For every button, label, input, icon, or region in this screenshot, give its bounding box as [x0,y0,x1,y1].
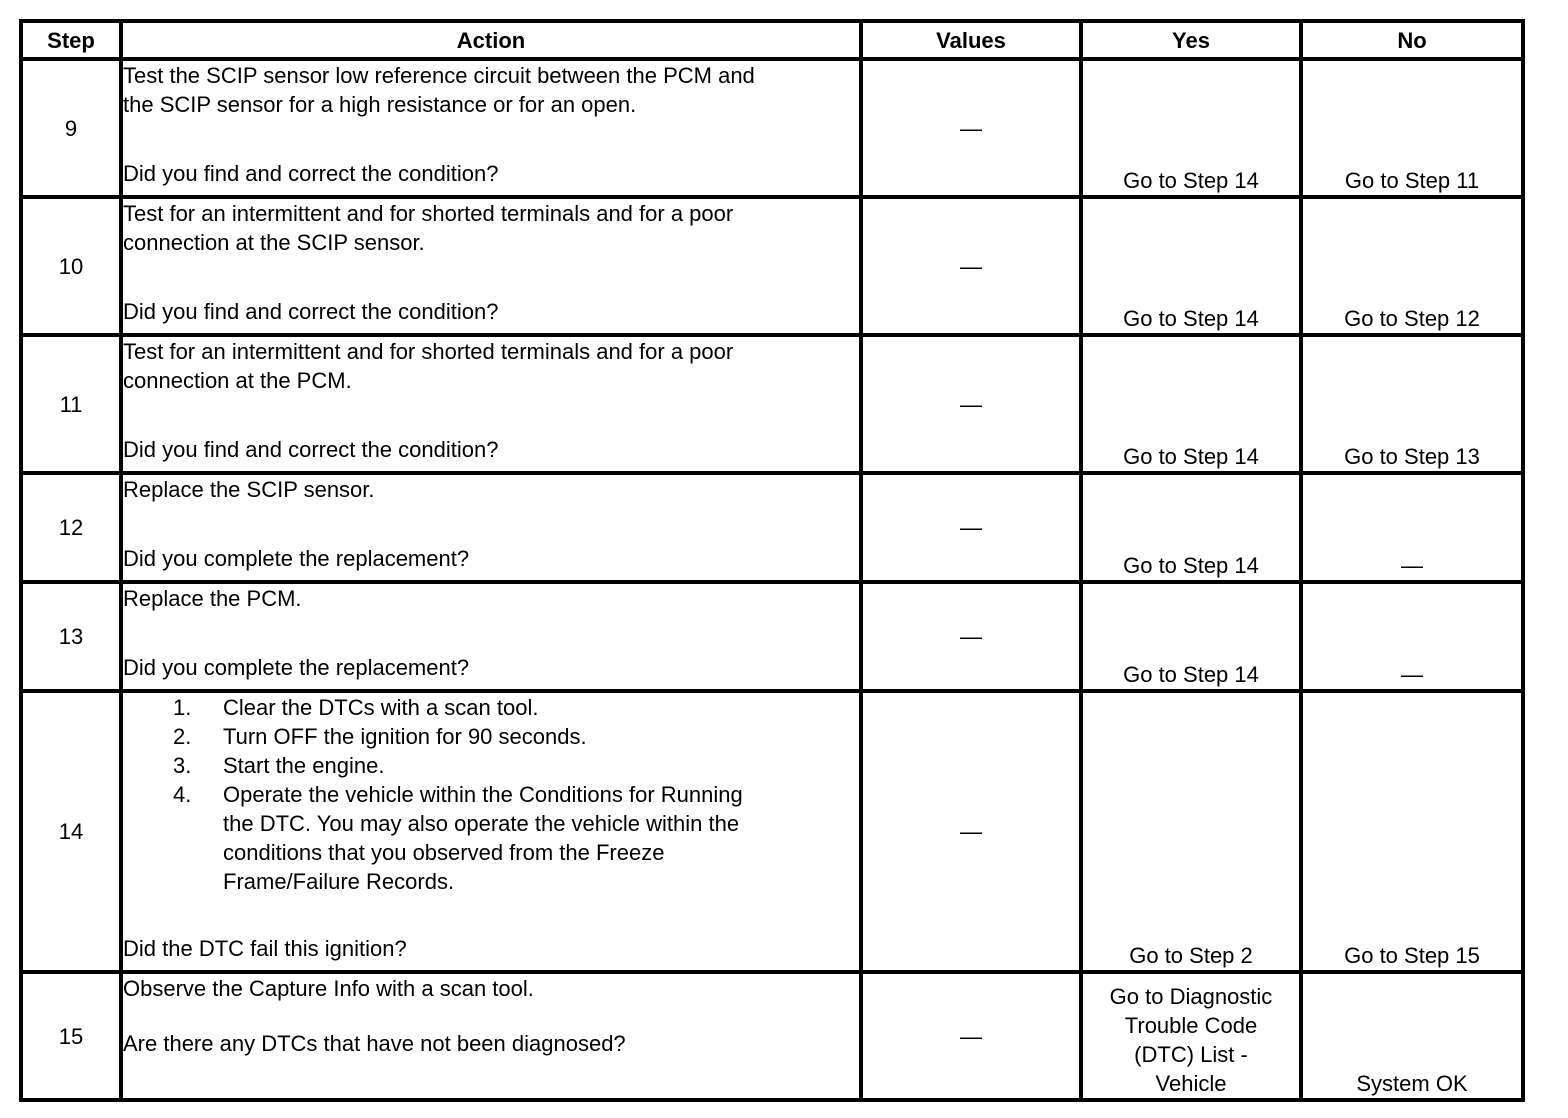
table-row [21,473,1523,582]
no-cell: Go to Step 15 [1301,691,1523,972]
action-line: the SCIP sensor for a high resistance or for an open. [123,92,637,117]
values-cell: — [861,197,1081,335]
action-text [123,199,859,257]
action-question: Are there any DTCs that have not been diagnosed? [123,1031,626,1056]
step-number: 9 [21,59,121,197]
action-question: Did you complete the replacement? [123,546,470,571]
action-line: Observe the Capture Info with a scan tool. [123,976,534,1001]
action-question: Did you find and correct the condition? [123,299,499,324]
action-question: Did you complete the replacement? [123,655,470,680]
step-number: 11 [21,335,121,473]
substep-list [123,693,859,896]
action-line: Test the SCIP sensor low reference circuit between the PCM and [123,63,755,88]
no-cell: Go to Step 13 [1301,335,1523,473]
action-cell [121,197,861,335]
table-row [21,335,1523,473]
substep-text [223,751,859,780]
no-cell: — [1301,582,1523,691]
no-cell: Go to Step 12 [1301,197,1523,335]
yes-cell: Go to Step 2 [1081,691,1301,972]
yes-line: Trouble Code [1124,1013,1258,1038]
no-cell: — [1301,473,1523,582]
header-step: Step [21,21,121,59]
substep-line: Start the engine. [223,753,385,778]
step-number: 14 [21,691,121,972]
yes-cell: Go to Step 14 [1081,582,1301,691]
substep-number: 3. [173,753,192,778]
substep-item [123,751,859,780]
action-cell [121,972,861,1100]
header-values: Values [861,21,1081,59]
action-cell [121,582,861,691]
action-line: Test for an intermittent and for shorted terminals and for a poor [123,339,734,364]
values-cell: — [861,59,1081,197]
substep-item [123,722,859,751]
yes-cell: Go to Step 14 [1081,335,1301,473]
substep-text [223,722,859,751]
action-question: Did the DTC fail this ignition? [123,936,407,961]
no-cell: Go to Step 11 [1301,59,1523,197]
table-row [21,691,1523,972]
yes-line: Vehicle [1155,1071,1227,1096]
header-action: Action [121,21,861,59]
diagnostic-table [19,19,1525,1102]
values-cell: — [861,972,1081,1100]
action-cell [121,473,861,582]
yes-line: (DTC) List - [1134,1042,1248,1067]
action-question: Did you find and correct the condition? [123,437,499,462]
substep-line: Frame/Failure Records. [223,869,455,894]
substep-item [123,693,859,722]
action-line: connection at the SCIP sensor. [123,230,425,255]
action-cell [121,691,861,972]
step-number: 13 [21,582,121,691]
action-text [123,584,859,613]
action-cell [121,335,861,473]
table-row [21,197,1523,335]
yes-line: Go to Diagnostic [1109,984,1273,1009]
substep-line: the DTC. You may also operate the vehicle within the [223,811,740,836]
action-line: Test for an intermittent and for shorted terminals and for a poor [123,201,734,226]
header-no: No [1301,21,1523,59]
action-cell [121,59,861,197]
step-number: 12 [21,473,121,582]
values-cell: — [861,582,1081,691]
header-row [21,21,1523,59]
table-row [21,582,1523,691]
yes-cell [1081,972,1301,1100]
action-text [123,974,859,1003]
action-line: Replace the PCM. [123,586,302,611]
action-text [123,61,859,119]
values-cell: — [861,473,1081,582]
substep-line: conditions that you observed from the Freeze [223,840,665,865]
values-cell: — [861,335,1081,473]
substep-item [123,780,859,896]
action-text [123,337,859,395]
substep-line: Turn OFF the ignition for 90 seconds. [223,724,587,749]
action-line: connection at the PCM. [123,368,352,393]
substep-number: 4. [173,782,192,807]
no-cell: System OK [1301,972,1523,1100]
table-row [21,59,1523,197]
substep-text [223,780,859,896]
values-cell: — [861,691,1081,972]
table-row [21,972,1523,1100]
step-number: 10 [21,197,121,335]
action-line: Replace the SCIP sensor. [123,477,375,502]
substep-number: 1. [173,695,192,720]
step-number: 15 [21,972,121,1100]
yes-cell: Go to Step 14 [1081,197,1301,335]
substep-text [223,693,859,722]
action-text [123,475,859,504]
yes-cell: Go to Step 14 [1081,59,1301,197]
action-question: Did you find and correct the condition? [123,161,499,186]
yes-cell: Go to Step 14 [1081,473,1301,582]
header-yes: Yes [1081,21,1301,59]
substep-line: Operate the vehicle within the Conditions for Running [223,782,743,807]
substep-number: 2. [173,724,192,749]
substep-line: Clear the DTCs with a scan tool. [223,695,539,720]
